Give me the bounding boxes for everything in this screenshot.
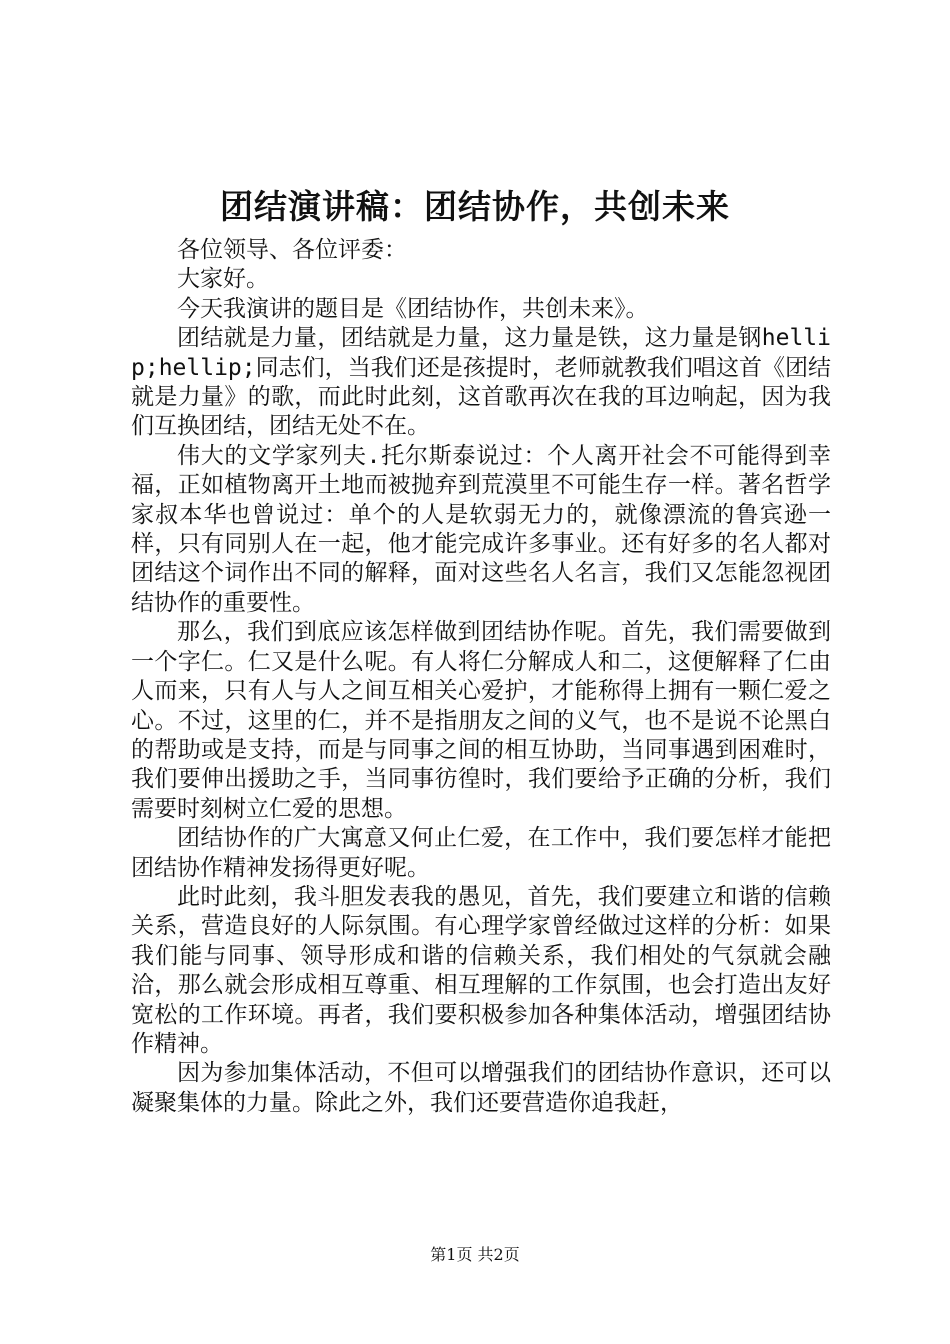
document-body xyxy=(131,236,831,1118)
paragraph: 今天我演讲的题目是《团结协作，共创未来》。 xyxy=(177,295,649,322)
paragraph: 此时此刻，我斗胆发表我的愚见，首先，我们要建立和谐的信赖关系，营造良好的人际氛围。有心理学家曾经做过这样的分析：如果我们能与同事、领导形成和谐的信赖关系，我们相处的气氛就会融洽，那么就会形成相互尊重、相互理解的工作氛围，也会打造出友好宽松的工作环境。再者，我们要积极参加各种集体活动，增强团结协作精神。 xyxy=(131,883,831,1057)
paragraph: 那么，我们到底应该怎样做到团结协作呢。首先，我们需要做到一个字仁。仁又是什么呢。有人将仁分解成人和二，这便解释了仁由人而来，只有人与人之间互相关心爱护，才能称得上拥有一颗仁爱之心。不过，这里的仁，并不是指朋友之间的义气，也不是说不论黑白的帮助或是支持，而是与同事之间的相互协助，当同事遇到困难时，我们要伸出援助之手，当同事彷徨时，我们要给予正确的分析，我们需要时刻树立仁爱的思想。 xyxy=(131,619,831,822)
page-number: 第1页 共2页 xyxy=(430,1245,520,1264)
document-title: 团结演讲稿：团结协作，共创未来 xyxy=(220,187,730,226)
paragraph: 团结协作的广大寓意又何止仁爱，在工作中，我们要怎样才能把团结协作精神发扬得更好呢。 xyxy=(131,825,831,881)
paragraph: 伟大的文学家列夫.托尔斯泰说过：个人离开社会不可能得到幸福，正如植物离开土地而被抛弃到荒漠里不可能生存一样。著名哲学家叔本华也曾说过：单个的人是软弱无力的，就像漂流的鲁宾逊一样，只有同别人在一起，他才能完成许多事业。还有好多的名人都对团结这个词作出不同的解释，面对这些名人名言，我们又怎能忽视团结协作的重要性。 xyxy=(131,442,831,616)
salutation: 各位领导、各位评委： xyxy=(177,237,407,263)
paragraph: 团结就是力量，团结就是力量，这力量是铁，这力量是钢hellip;hellip;同志们，当我们还是孩提时，老师就教我们唱这首《团结就是力量》的歌，而此时此刻，这首歌再次在我的耳边响起，因为我们互换团结，团结无处不在。 xyxy=(131,325,831,440)
greeting: 大家好。 xyxy=(177,266,269,293)
paragraph: 因为参加集体活动，不但可以增强我们的团结协作意识，还可以凝聚集体的力量。除此之外，我们还要营造你追我赶， xyxy=(131,1060,831,1116)
